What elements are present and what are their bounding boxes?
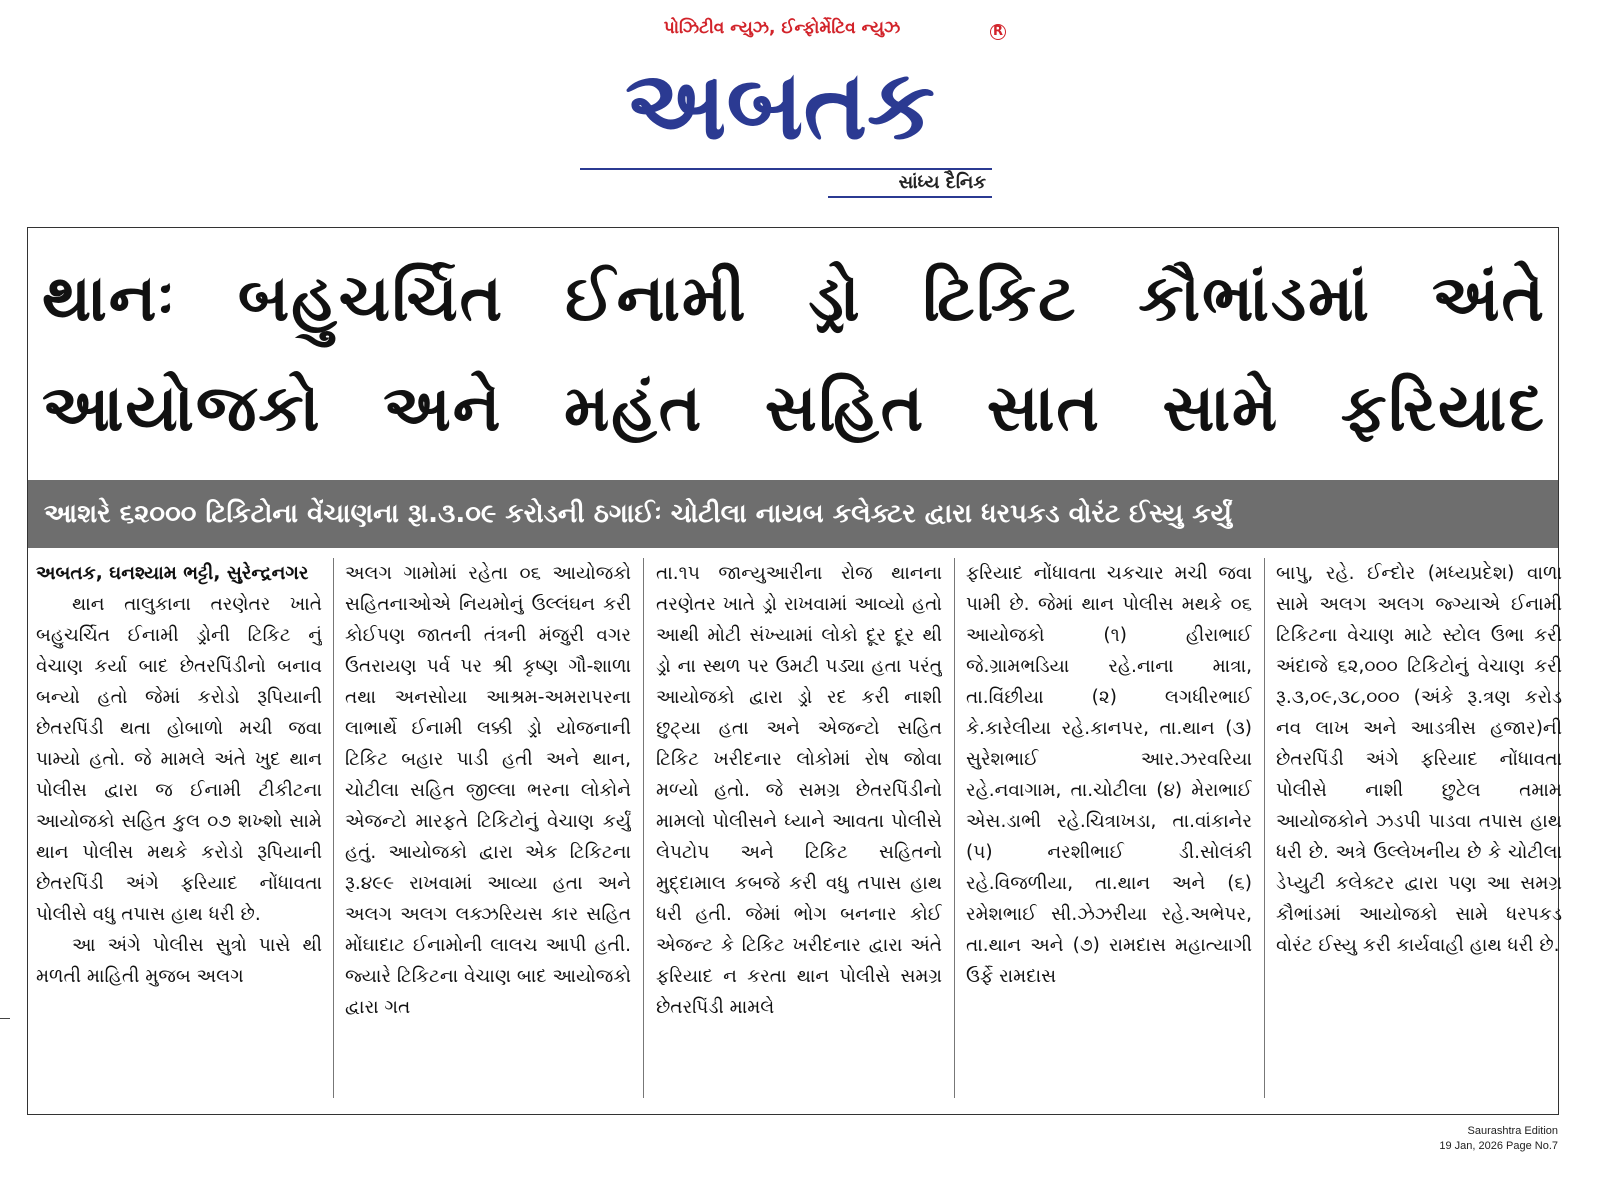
logo-divider [580, 168, 992, 170]
column-divider [643, 558, 644, 1098]
page-footer [1439, 1124, 1558, 1154]
column-divider [1264, 558, 1265, 1098]
paragraph: બાપુ, રહે. ઈન્દોર (મધ્યપ્રદેશ) વાળા સામે અલગ અલગ જ્ગ્યાએ ઈનામી ટિકિટના વેચાણ માટે સ્ટોલ ઉભા કરી અંદાજે ૬૨,૦૦૦ ટિકિટોનું વેચાણ કરી રૂ.૩,૦૯,૩૮,૦૦૦ (અંકે રૂ.ત્રણ કરોડ નવ લાખ અને આડત્રીસ હજાર)ની છેતરપિંડી અંગે ફરિયાદ નોંધાવતા પોલીસે નાશી છુટેલ તમામ આયોજકોને ઝડપી પાડવા તપાસ હાથ ધરી છે. અત્રે ઉલ્લેખનીય છે કે ચોટીલા ડેપ્યુટી કલેક્ટર દ્વારા પણ આ સમગ્ર કૌભાંડમાં આયોજકો સામે ધરપકડ વોરંટ ઈસ્યુ કરી કાર્યવાહી હાથ ધરી છે. [1276, 563, 1562, 956]
headline [42, 244, 1546, 464]
edition-underline [828, 196, 992, 198]
subheadline-banner: આશરે ૬૨૦૦૦ ટિકિટોના વેંચાણના રૂા.૩.૦૯ કરોડની ઠગાઈઃ ચોટીલા નાયબ કલેક્ટર દ્વારા ધરપકડ વોરંટ ઈસ્યુ કર્યું [28, 480, 1558, 548]
article-column-2 [345, 558, 631, 1098]
article [27, 227, 1562, 1115]
paragraph: થાન તાલુકાના તરણેતર ખાતે બહુચર્ચિત ઈનામી ડ્રોની ટિકિટ નું વેચાણ કર્યા બાદ છેતરપિંડીનો બનાવ બન્યો હતો જેમાં કરોડો રૂપિયાની છેતરપિંડી થતા હોબાળો મચી જવા પામ્યો હતો. જે મામલે અંતે ખુદ થાન પોલીસ દ્વારા જ ઈનામી ટીકીટના આયોજકો સહિત કુલ ૦૭ શખ્શો સામે થાન પોલીસ મથકે કરોડો રૂપિયાની છેતરપિંડી અંગે ફરિયાદ નોંધાવતા પોલીસે વધુ તપાસ હાથ ધરી છે. [36, 594, 322, 925]
headline-line-1: થાનઃ બહુચર્ચિત ઈનામી ડ્રો ટિકિટ કૌભાંડમાં અંતે [42, 262, 1546, 336]
newspaper-logo: અબતક [625, 49, 935, 161]
article-column-3 [656, 558, 942, 1098]
paragraph: ફરિયાદ નોંધાવતા ચકચાર મચી જવા પામી છે. જેમાં થાન પોલીસ મથકે ૦૬ આયોજકો (૧) હીરાભાઈ જે.ગ્રામભડિયા રહે.નાના માત્રા, તા.વિંછીયા (૨) લગધીરભાઈ કે.કારેલીયા રહે.કાનપર, તા.થાન (૩) સુરેશભાઈ આર.ઝરવરિયા રહે.નવાગામ, તા.ચોટીલા (૪) મેરાભાઈ એસ.ડાભી રહે.ચિત્રાખડા, તા.વાંકાનેર (૫) નરશીભાઈ ડી.સોલંકી રહે.વિજળીયા, તા.થાન અને (૬) રમેશભાઈ સી.ઝેઝરીયા રહે.અભેપર, તા.થાન અને (૭) રામદાસ મહાત્યાગી ઉર્ફે રામદાસ [966, 563, 1252, 987]
masthead-tagline: પોઝિટીવ ન્યુઝ, ઈન્ફોર્મેટિવ ન્યુઝ [663, 18, 901, 38]
column-divider [333, 558, 334, 1098]
paragraph: અલગ ગામોમાં રહેતા ૦૬ આયોજકો સહિતનાઓએ નિયમોનું ઉલ્લંઘન કરી કોઈપણ જાતની તંત્રની મંજુરી વગર ઉતરાયણ પર્વ પર શ્રી કૃષ્ણ ગૌ-શાળા તથા અનસોયા આશ્રમ-અમરાપરના લાભાર્થે ઈનામી લક્કી ડ્રો યોજનાની ટિકિટ બહાર પાડી હતી અને થાન, ચોટીલા સહિત જીલ્લા ભરના લોકોને એજન્ટો મારફતે ટિકિટોનું વેચાણ કર્યું હતું. આયોજકો દ્વારા એક ટિકિટના રૂ.૪૯૯ રાખવામાં આવ્યા હતા અને અલગ અલગ લક્ઝરિયસ કાર સહિત મોંઘાદાટ ઈનામોની લાલચ આપી હતી. જ્યારે ટિકિટના વેચાણ બાદ આયોજકો દ્વારા ગત [345, 563, 631, 1018]
article-column-1 [36, 558, 322, 1098]
article-body [36, 558, 1562, 1106]
date-page-number: 19 Jan, 2026 Page No.7 [1439, 1140, 1558, 1152]
masthead [560, 18, 1020, 206]
margin-tick [0, 1018, 10, 1019]
article-column-5 [1276, 558, 1562, 1098]
column-divider [954, 558, 955, 1098]
edition-label: સાંધ્ય દૈનિક [898, 172, 986, 193]
byline: અબતક, ઘનશ્યામ ભટ્ટી, સુરેન્દ્રનગર [36, 563, 309, 584]
edition-name: Saurashtra Edition [1467, 1125, 1558, 1137]
paragraph: આ અંગે પોલીસ સુત્રો પાસે થી મળતી માહિતી મુજબ અલગ [36, 935, 322, 987]
registered-mark-icon: R [990, 24, 1006, 40]
paragraph: તા.૧૫ જાન્યુઆરીના રોજ થાનના તરણેતર ખાતે ડ્રો રાખવામાં આવ્યો હતો આથી મોટી સંખ્યામાં લોકો દૂર દૂર થી ડ્રો ના સ્થળ પર ઉમટી પડ્યા હતા પરંતુ આયોજકો દ્વારા ડ્રો રદ કરી નાશી છુટ્યા હતા અને એજન્ટો સહિત ટિકિટ ખરીદનાર લોકોમાં રોષ જોવા મળ્યો હતો. જે સમગ્ર છેતરપિંડીનો મામલો પોલીસને ધ્યાને આવતા પોલીસે લેપટોપ અને ટિકિટ સહિતનો મુદ્દામાલ કબજે કરી વધુ તપાસ હાથ ધરી હતી. જેમાં ભોગ બનનાર કોઈ એજન્ટ કે ટિકિટ ખરીદનાર દ્વારા અંતે ફરિયાદ ન કરતા થાન પોલીસે સમગ્ર છેતરપિંડી મામલે [656, 563, 942, 1018]
headline-line-2: આયોજકો અને મહંત સહિત સાત સામે ફરિયાદ [42, 372, 1546, 446]
article-column-4 [966, 558, 1252, 1098]
